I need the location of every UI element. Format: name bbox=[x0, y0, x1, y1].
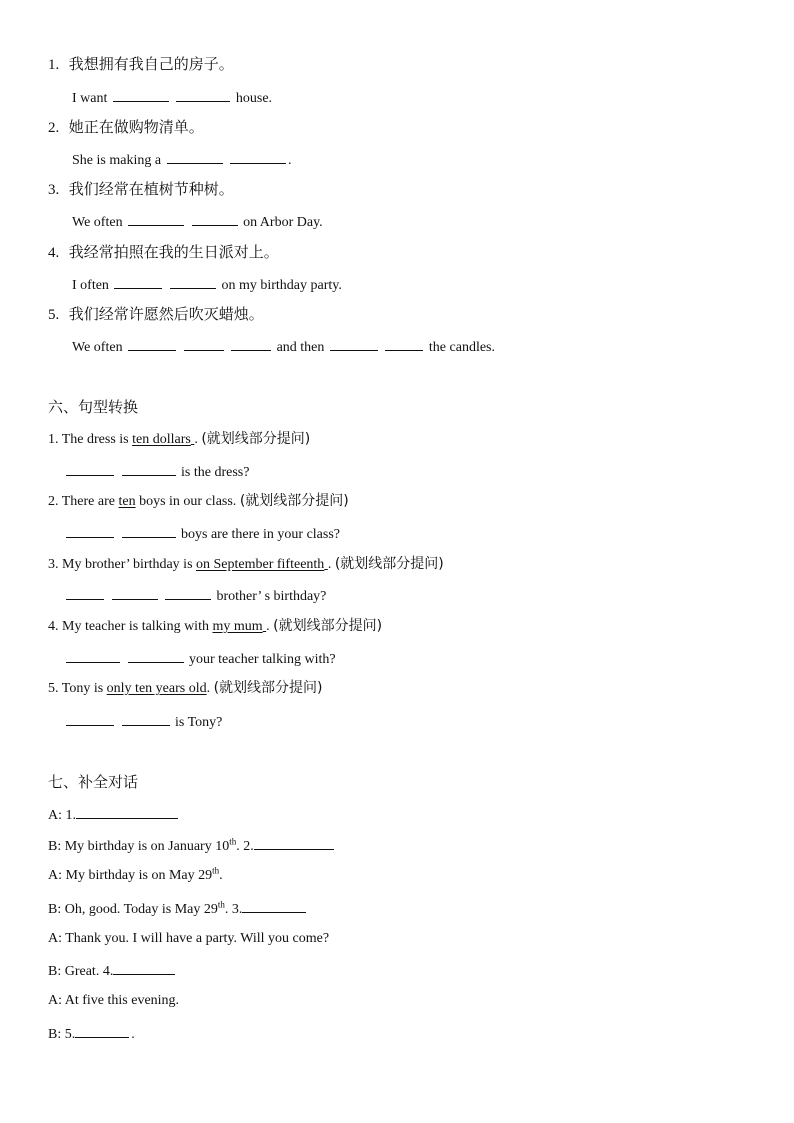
answer-blank[interactable] bbox=[170, 275, 216, 289]
answer-blank[interactable] bbox=[66, 462, 114, 476]
answer-blank[interactable] bbox=[114, 275, 162, 289]
answer-blank[interactable] bbox=[122, 462, 176, 476]
item-2-chinese: 2. 她正在做购物清单。 bbox=[48, 118, 204, 136]
answer-blank[interactable] bbox=[113, 88, 169, 102]
answer-blank[interactable] bbox=[192, 212, 238, 226]
dialogue-line: A: At five this evening. bbox=[48, 993, 180, 1008]
dialogue-line: A: Thank you. I will have a party. Will you come? bbox=[48, 931, 330, 946]
item-2-english: She is making a . bbox=[72, 150, 292, 170]
transform-1-answer: is the dress? bbox=[64, 462, 249, 482]
transform-3-answer: brother’ s birthday? bbox=[64, 586, 326, 606]
answer-blank[interactable] bbox=[66, 524, 114, 538]
answer-blank[interactable] bbox=[242, 899, 306, 913]
dialogue-line: B: 5. . bbox=[48, 1024, 135, 1044]
item-4-chinese: 4. 我经常拍照在我的生日派对上。 bbox=[48, 243, 279, 261]
answer-blank[interactable] bbox=[165, 586, 211, 600]
dialogue-line: A: 1. bbox=[48, 805, 180, 825]
answer-blank[interactable] bbox=[128, 212, 184, 226]
transform-4-answer: your teacher talking with? bbox=[64, 649, 336, 669]
item-5-chinese: 5. 我们经常许愿然后吹灭蜡烛。 bbox=[48, 305, 264, 323]
answer-blank[interactable] bbox=[385, 337, 423, 351]
answer-blank[interactable] bbox=[167, 150, 223, 164]
item-4-english: I often on my birthday party. bbox=[72, 275, 342, 295]
answer-blank[interactable] bbox=[113, 961, 175, 975]
transform-1-question: 1. The dress is ten dollars . (就划线部分提问) bbox=[48, 431, 311, 447]
answer-blank[interactable] bbox=[254, 836, 334, 850]
dialogue-line: B: My birthday is on January 10th. 2. bbox=[48, 836, 336, 856]
section-6-title: 六、句型转换 bbox=[48, 398, 139, 416]
item-1-english: I want house. bbox=[72, 88, 272, 108]
answer-blank[interactable] bbox=[122, 524, 176, 538]
item-3-chinese: 3. 我们经常在植树节种树。 bbox=[48, 180, 234, 198]
answer-blank[interactable] bbox=[75, 1024, 129, 1038]
answer-blank[interactable] bbox=[176, 88, 230, 102]
item-3-english: We often on Arbor Day. bbox=[72, 212, 323, 232]
transform-4-question: 4. My teacher is talking with my mum . (就划线部分提问) bbox=[48, 618, 383, 634]
answer-blank[interactable] bbox=[66, 649, 120, 663]
transform-3-question: 3. My brother’ birthday is on September fifteenth . (就划线部分提问) bbox=[48, 556, 444, 572]
transform-2-answer: boys are there in your class? bbox=[64, 524, 340, 544]
answer-blank[interactable] bbox=[122, 712, 170, 726]
answer-blank[interactable] bbox=[66, 712, 114, 726]
answer-blank[interactable] bbox=[330, 337, 378, 351]
answer-blank[interactable] bbox=[231, 337, 271, 351]
transform-5-answer: is Tony? bbox=[64, 712, 222, 732]
answer-blank[interactable] bbox=[230, 150, 286, 164]
answer-blank[interactable] bbox=[184, 337, 224, 351]
dialogue-line: B: Oh, good. Today is May 29th. 3. bbox=[48, 899, 308, 919]
item-1-chinese: 1. 我想拥有我自己的房子。 bbox=[48, 55, 234, 73]
item-5-english: We often and then the candles. bbox=[72, 337, 495, 357]
answer-blank[interactable] bbox=[128, 337, 176, 351]
answer-blank[interactable] bbox=[128, 649, 184, 663]
transform-2-question: 2. There are ten boys in our class. (就划线部分提问) bbox=[48, 493, 349, 509]
transform-5-question: 5. Tony is only ten years old. (就划线部分提问) bbox=[48, 680, 323, 696]
answer-blank[interactable] bbox=[76, 805, 178, 819]
section-7-title: 七、补全对话 bbox=[48, 773, 139, 791]
answer-blank[interactable] bbox=[112, 586, 158, 600]
answer-blank[interactable] bbox=[66, 586, 104, 600]
dialogue-line: B: Great. 4. bbox=[48, 961, 177, 981]
dialogue-line: A: My birthday is on May 29th. bbox=[48, 865, 223, 883]
